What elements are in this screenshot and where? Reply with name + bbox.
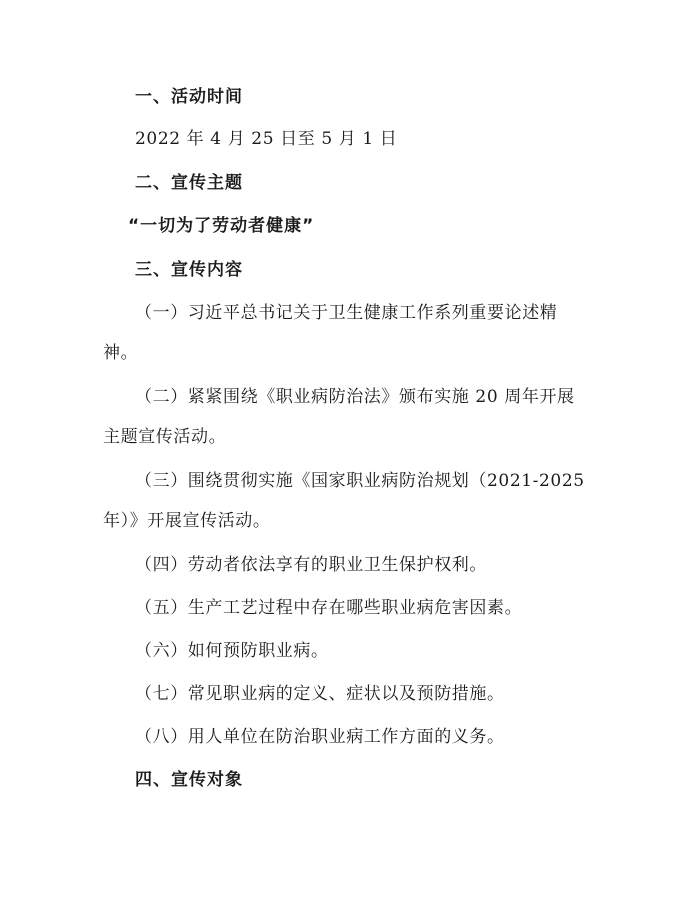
section-heading-theme: 二、宣传主题 [135,173,243,193]
content-item-2-line-1: （二）紧紧围绕《职业病防治法》颁布实施 20 周年开展 [135,387,575,407]
activity-time-text: 2022 年 4 月 25 日至 5 月 1 日 [135,129,398,149]
section-heading-activity-time: 一、活动时间 [135,87,243,107]
content-item-3-line-2: 年）》开展宣传活动。 [103,511,271,531]
content-item-1-line-2: 神。 [103,343,139,363]
content-item-8: （八）用人单位在防治职业病工作方面的义务。 [135,727,505,747]
content-item-1-line-1: （一）习近平总书记关于卫生健康工作系列重要论述精 [135,303,558,323]
section-heading-audience: 四、宣传对象 [135,770,243,790]
content-item-4: （四）劳动者依法享有的职业卫生保护权利。 [135,555,487,575]
content-item-7: （七）常见职业病的定义、症状以及预防措施。 [135,684,505,704]
content-item-6: （六）如何预防职业病。 [135,641,329,661]
content-item-2-line-2: 主题宣传活动。 [103,427,227,447]
theme-text: “一切为了劳动者健康” [128,216,315,236]
content-item-3-line-1: （三）围绕贯彻实施《国家职业病防治规划（2021-2025 [135,471,585,491]
content-item-5: （五）生产工艺过程中存在哪些职业病危害因素。 [135,598,523,618]
section-heading-content: 三、宣传内容 [135,260,243,280]
